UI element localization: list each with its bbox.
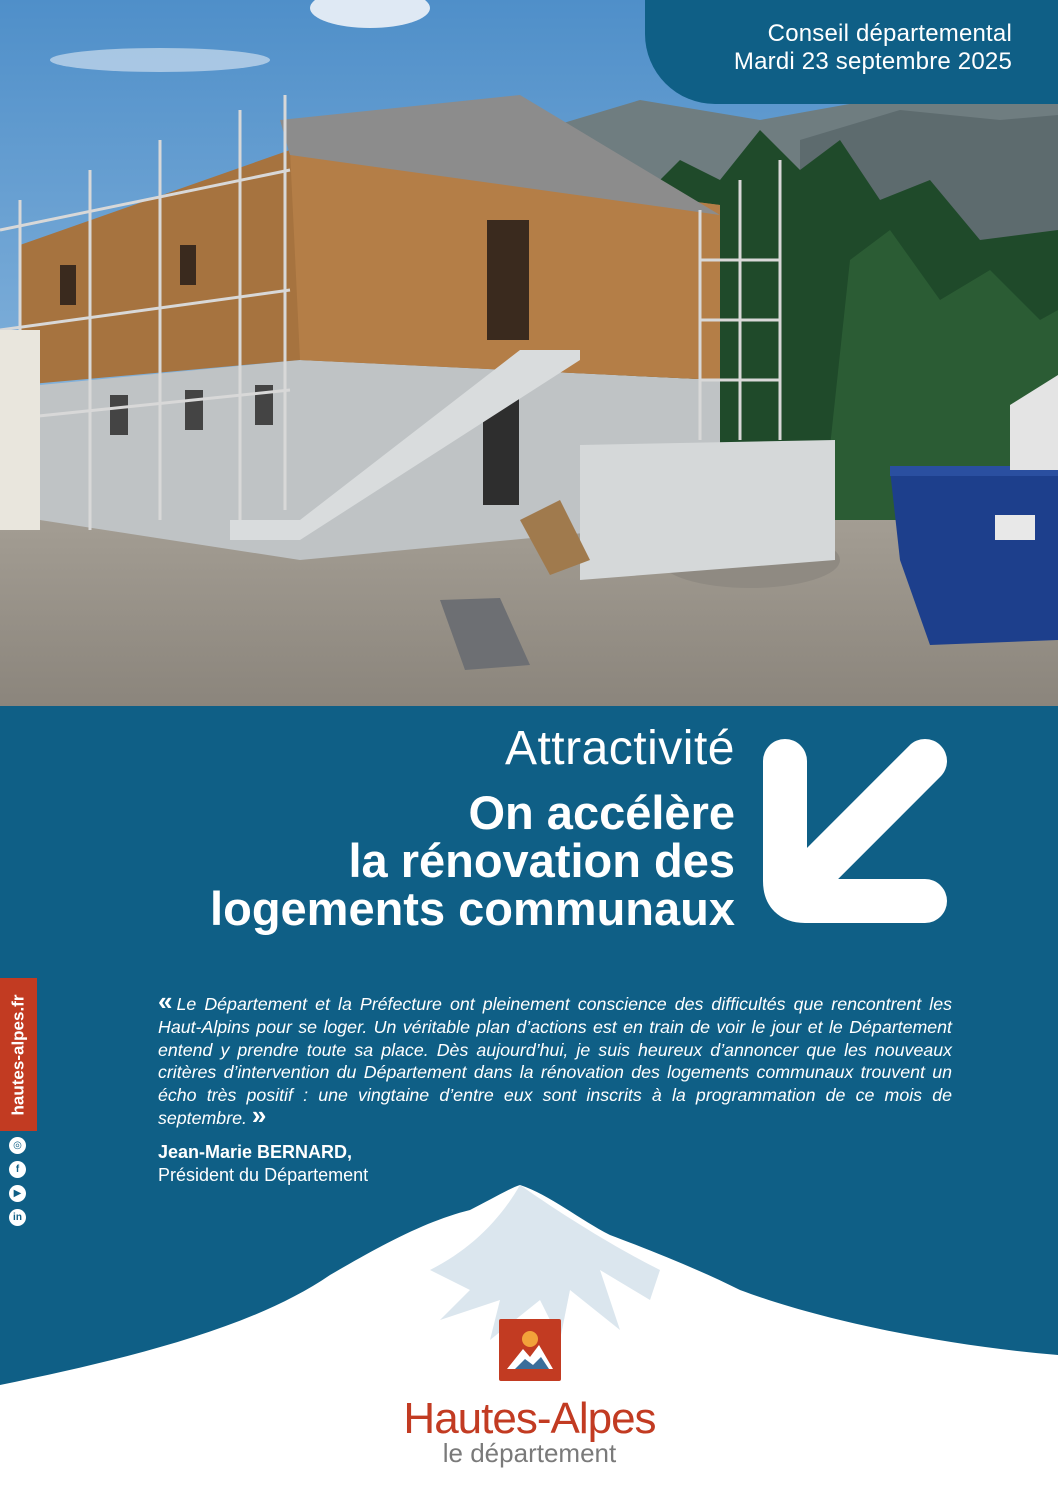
meeting-date: Mardi 23 septembre 2025 (733, 48, 1012, 75)
headline-line-3: logements communaux (210, 882, 735, 935)
hautes-alpes-emblem-icon (495, 1315, 565, 1385)
youtube-icon[interactable]: ▶ (9, 1185, 26, 1202)
close-quote-mark: » (251, 1099, 263, 1130)
linkedin-icon[interactable]: in (9, 1209, 26, 1226)
instagram-icon[interactable]: ◎ (9, 1137, 26, 1154)
website-link[interactable]: hautes-alpes.fr (8, 994, 28, 1115)
website-tab[interactable] (0, 978, 37, 1131)
section-kicker: Attractivité (504, 722, 735, 775)
author-name: Jean-Marie BERNARD, (158, 1142, 353, 1162)
brand-tagline: le département (442, 1438, 617, 1468)
cover-photo (0, 0, 1058, 706)
author-role: Président du Département (158, 1165, 369, 1185)
brand-name: Hautes-Alpes (403, 1394, 656, 1443)
date-banner (645, 0, 1058, 104)
open-quote-mark: « (158, 986, 169, 1016)
headline-line-1: On accélère (468, 786, 735, 839)
arrow-down-left-icon (755, 736, 955, 926)
headline-line-2: la rénovation des (348, 834, 735, 887)
quote-text: Le Département et la Préfecture ont pleinement conscience des difficultés que rencontrent les Haut-Alpins pour se loger. Un véritable plan d’actions est en train de voir le jour et le Département entend y prendre toute sa place. Dès aujourd’hui, je suis heureux d’annoncer que les nouveaux critères d’intervention du Département dans la rénovation des logements communaux trouvent un écho très positif : une vingtaine d’entre eux sont inscrits à la programmation de ce mois de septembre. (158, 994, 952, 1128)
institution-label: Conseil départemental (767, 20, 1012, 47)
quote-block (158, 986, 952, 1130)
hautes-alpes-logo (387, 1315, 672, 1466)
headline-block (210, 721, 735, 933)
facebook-icon[interactable]: f (9, 1161, 26, 1178)
headline-title (210, 786, 735, 935)
